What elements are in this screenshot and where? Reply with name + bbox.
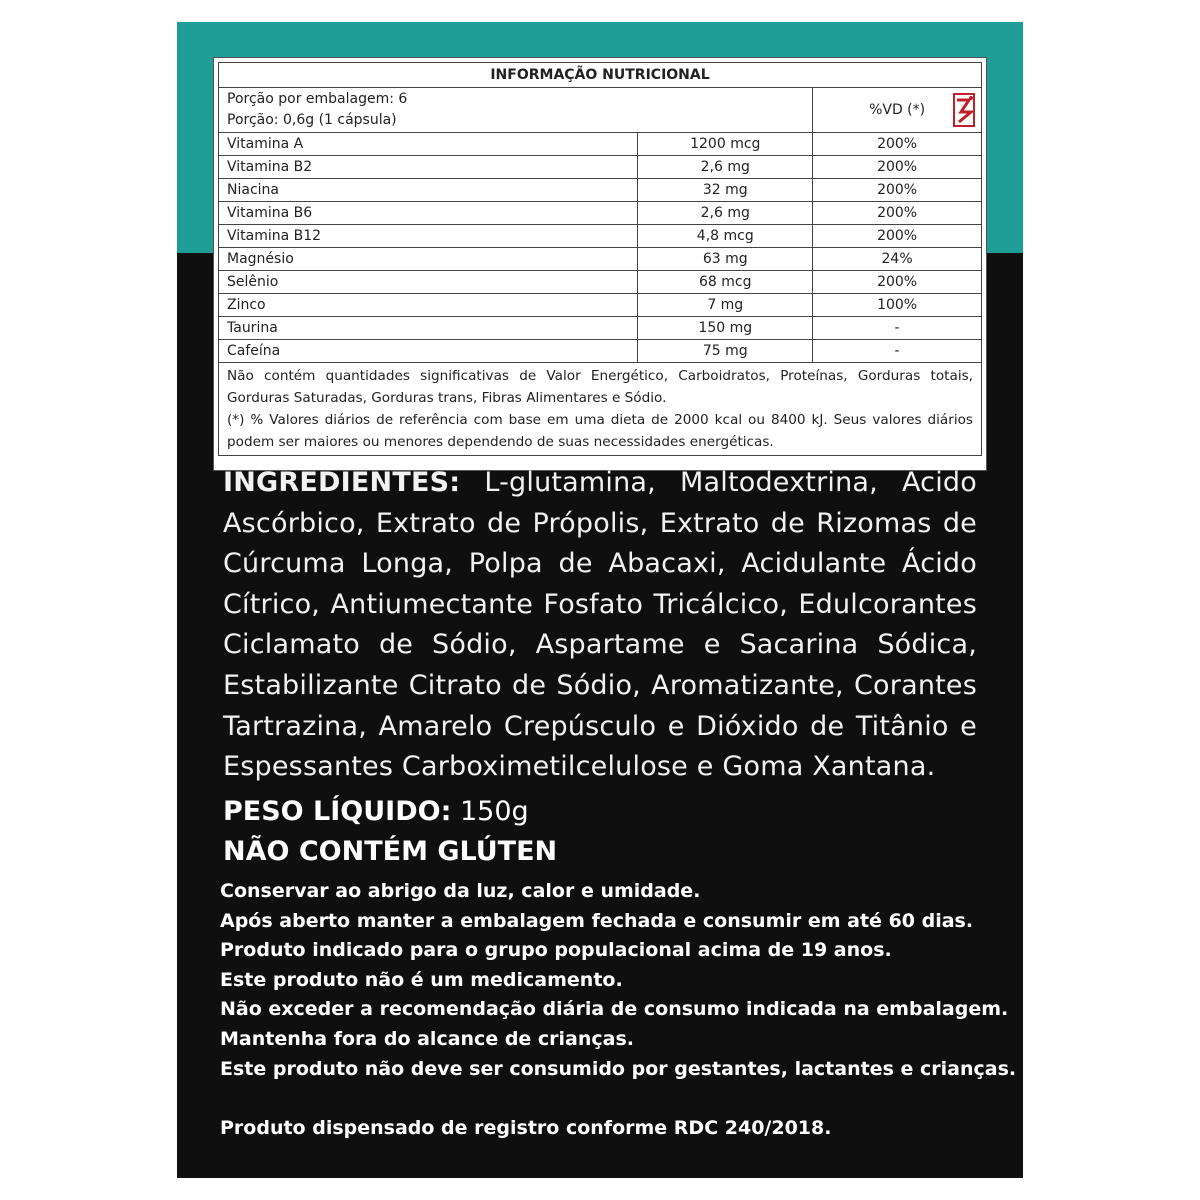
nutrient-amount: 32 mg bbox=[638, 179, 813, 202]
net-weight-label: PESO LÍQUIDO: bbox=[223, 796, 452, 827]
vd-header-cell bbox=[813, 88, 982, 133]
nutrient-vd: 200% bbox=[813, 133, 982, 156]
net-weight-value: 150g bbox=[459, 796, 529, 827]
nutrient-amount: 7 mg bbox=[638, 294, 813, 317]
nutrient-vd: 200% bbox=[813, 202, 982, 225]
nutrient-amount: 4,8 mcg bbox=[638, 225, 813, 248]
ingredients-paragraph bbox=[223, 463, 977, 788]
warning-line: Mantenha fora do alcance de crianças. bbox=[220, 1027, 635, 1050]
footnote-not-significant: Não contém quantidades significativas de Valor Energético, Carboidratos, Proteínas, Gorduras totais, Gorduras Saturadas, Gorduras trans, Fibras Alimentares e Sódio. bbox=[227, 368, 973, 406]
nutrient-vd: 24% bbox=[813, 248, 982, 271]
nutrient-name: Vitamina A bbox=[219, 133, 638, 156]
serving-per-package: Porção por embalagem: 6 bbox=[227, 91, 408, 107]
nutrient-name: Zinco bbox=[219, 294, 638, 317]
nutrient-row bbox=[219, 340, 982, 363]
nutrient-row bbox=[219, 294, 982, 317]
warning-line: Conservar ao abrigo da luz, calor e umidade. bbox=[220, 880, 701, 902]
nutrient-vd: - bbox=[813, 340, 982, 363]
nutrient-amount: 2,6 mg bbox=[638, 202, 813, 225]
footnote-daily-values: (*) % Valores diários de referência com base em uma dieta de 2000 kcal ou 8400 kJ. Seus valores diários podem ser maiores ou menores dependendo de suas necessidades energéticas. bbox=[227, 412, 973, 450]
nutrition-title: INFORMAÇÃO NUTRICIONAL bbox=[219, 63, 982, 88]
nutrient-name: Vitamina B12 bbox=[219, 225, 638, 248]
nutrient-name: Taurina bbox=[219, 317, 638, 340]
nutrient-amount: 2,6 mg bbox=[638, 156, 813, 179]
nutrient-row bbox=[219, 179, 982, 202]
nutrient-vd: 200% bbox=[813, 179, 982, 202]
warning-line: Produto indicado para o grupo populacional acima de 19 anos. bbox=[220, 939, 892, 962]
nutrient-vd: 200% bbox=[813, 271, 982, 294]
nutrient-name: Vitamina B6 bbox=[219, 202, 638, 225]
nutrient-name: Cafeína bbox=[219, 340, 638, 363]
brand-mark-icon bbox=[951, 92, 979, 128]
nutrient-vd: 200% bbox=[813, 156, 982, 179]
gluten-statement: NÃO CONTÉM GLÚTEN bbox=[223, 836, 558, 867]
nutrient-row bbox=[219, 202, 982, 225]
nutrient-amount: 68 mcg bbox=[638, 271, 813, 294]
nutrient-row bbox=[219, 317, 982, 340]
nutrient-name: Selênio bbox=[219, 271, 638, 294]
nutrient-amount: 75 mg bbox=[638, 340, 813, 363]
serving-size: Porção: 0,6g (1 cápsula) bbox=[227, 112, 397, 128]
ingredients-text: L-glutamina, Maltodextrina, Ácido Ascórbico, Extrato de Própolis, Extrato de Rizomas de Cúrcuma Longa, Polpa de Abacaxi, Acidulante Ácido Cítrico, Antiumectante Fosfato Tricálcico, Edulcorantes Ciclamato de Sódio, Aspartame e Sacarina Sódica, Estabilizante Citrato de Sódio, Aromatizante, Corantes Tartrazina, Amarelo Crepúsculo e Dióxido de Titânio e Espessantes Carboximetilcelulose e Goma Xantana. bbox=[223, 467, 977, 783]
nutrient-name: Niacina bbox=[219, 179, 638, 202]
ingredients-label: INGREDIENTES: bbox=[223, 467, 461, 498]
nutrient-row bbox=[219, 248, 982, 271]
registration-note: Produto dispensado de registro conforme RDC 240/2018. bbox=[220, 1117, 832, 1139]
nutrient-row bbox=[219, 225, 982, 248]
serving-info bbox=[219, 88, 813, 133]
warning-line: Não exceder a recomendação diária de consumo indicada na embalagem. bbox=[220, 998, 1009, 1021]
nutrient-row bbox=[219, 271, 982, 294]
nutrient-name: Vitamina B2 bbox=[219, 156, 638, 179]
nutrition-facts-box bbox=[213, 57, 987, 471]
nutrient-amount: 1200 mcg bbox=[638, 133, 813, 156]
warning-line: Este produto não deve ser consumido por gestantes, lactantes e crianças. bbox=[220, 1057, 1017, 1080]
nutrient-name: Magnésio bbox=[219, 248, 638, 271]
nutrient-vd: 100% bbox=[813, 294, 982, 317]
label-panel bbox=[177, 22, 1023, 1178]
nutrient-row bbox=[219, 133, 982, 156]
vd-header: %VD (*) bbox=[869, 102, 926, 118]
nutrient-vd: 200% bbox=[813, 225, 982, 248]
nutrition-rows bbox=[219, 133, 982, 363]
nutrient-amount: 150 mg bbox=[638, 317, 813, 340]
warnings-list bbox=[220, 877, 1016, 1084]
nutrient-amount: 63 mg bbox=[638, 248, 813, 271]
net-weight bbox=[223, 792, 529, 832]
warning-line: Após aberto manter a embalagem fechada e consumir em até 60 dias. bbox=[220, 909, 974, 932]
nutrient-row bbox=[219, 156, 982, 179]
nutrition-table bbox=[218, 62, 982, 456]
nutrient-vd: - bbox=[813, 317, 982, 340]
nutrition-footnotes bbox=[219, 363, 982, 456]
warning-line: Este produto não é um medicamento. bbox=[220, 968, 623, 991]
